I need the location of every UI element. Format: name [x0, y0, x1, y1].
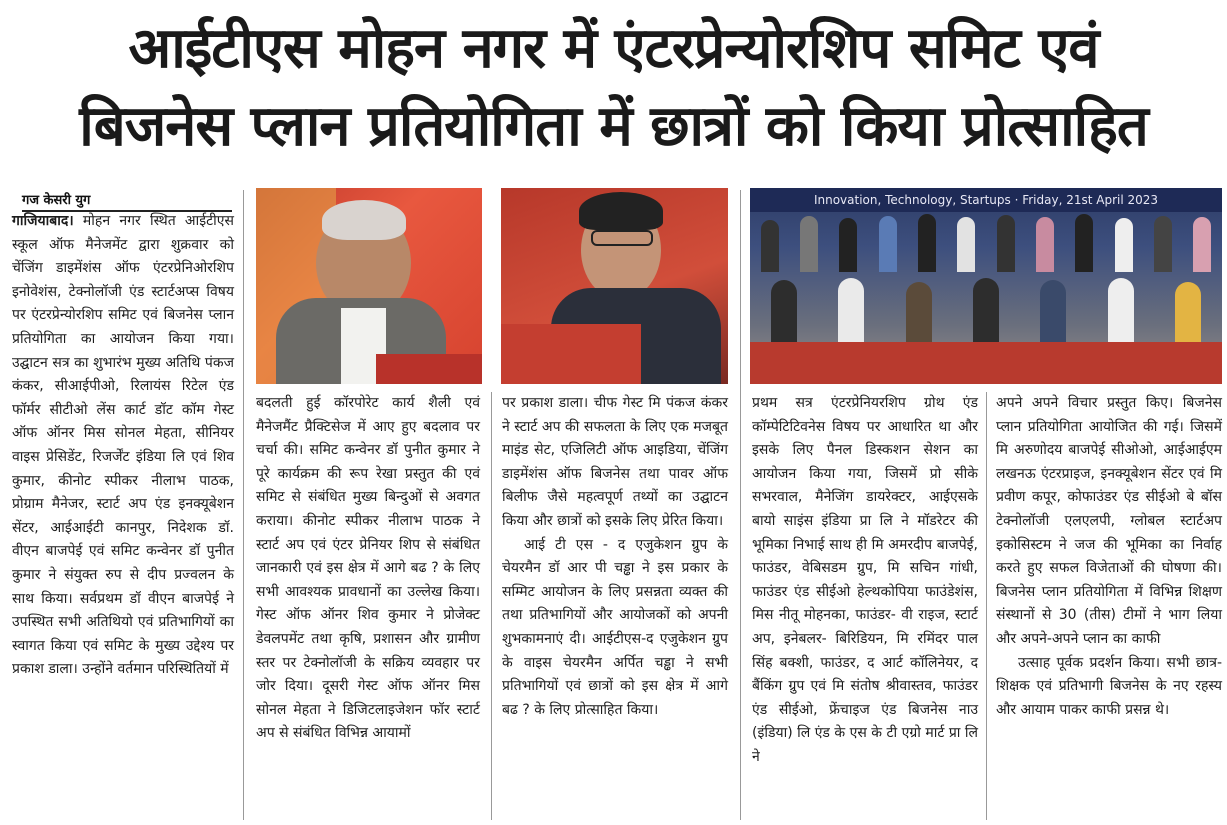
headline-line-2: बिजनेस प्लान प्रतियोगिता में छात्रों को किया प्रोत्साहित: [79, 94, 1148, 159]
column-divider: [491, 392, 492, 820]
column-3-paragraph-2: आई टी एस - द एजुकेशन ग्रुप के चेयरमैन डॉ आर पी चड्ढा ने इस प्रकार के सम्मिट आयोजन के लिए प्रसन्नता व्यक्त की तथा प्रतिभागियों और आयोजकों को अपनी शुभकामनाएं दी। आईटीएस-द एजुकेशन ग्रुप के वाइस चेयरमैन अर्पित चड्ढा ने सभी प्रतिभागियों एवं छात्रों को इस क्षेत्र में आगे बढ ? के लिए प्रोत्साहित किया।: [502, 536, 728, 718]
photo-group: [750, 188, 1222, 384]
headline-line-1: आईटीएस मोहन नगर में एंटरप्रेन्योरशिप समिट एवं: [128, 16, 1099, 81]
article-column-5: [996, 392, 1222, 822]
photo-banner-text: Innovation, Technology, Startups · Friday, 21st April 2023: [750, 188, 1222, 212]
column-divider: [986, 392, 987, 820]
column-4-text: प्रथम सत्र एंटरप्रेनियरशिप ग्रोथ एंड कॉम्पेटिटिवनेस विषय पर आधारित था और इसके लिए पैनल डिस्कशन सेशन का आयोजन किया गया, जिसमें प्रो सीके सभरवाल, मैनेजिंग डायरेक्टर, आईएसके बायो साइंस इंडिया प्रा लि ने मॉडरेटर की भूमिका निभाई साथ ही मि अमरदीप बाजपेई, फाउंडर, वेबिसडम ग्रुप, मि सचिन गांधी, फाउंडर एंड सीईओ हेल्थकोपिया फाउंडेशंस, मिस नीतू मोहनका, फाउंडर- वी राइज, स्टार्ट अप, इनेबलर- बिरिडियन, मि रमिंदर पाल सिंह बक्शी, फाउंडर, द आर्ट कॉलिनेयर, द बैंकिंग ग्रुप एवं मि संतोष श्रीवास्तव, फाउंडर एंड सीईओ, फ्रेंचाइज एंड बिजनेस नाउ (इंडिया) लि एंड के एस के टी एग्रो मार्ट प्रा लि ने: [752, 395, 978, 765]
column-2-text: बदलती हुई कॉरपोरेट कार्य शैली एवं मैनेजमैंट प्रैक्टिसेज में आए हुए बदलाव पर चर्चा की। समिट कन्वेनर डॉ पुनीत कुमार ने पूरे कार्यक्रम की रूप रेखा प्रस्तुत की एवं समिट से संबंधित मुख्य बिन्दुओं से अवगत कराया। कीनोट स्पीकर नीलाभ पाठक ने स्टार्ट अप एवं एंटर प्रेनियर शिप से संबंधित जानकारी एवं इस क्षेत्र में आगे बढ ? के लिए सभी आवश्यक प्रावधानों का उल्लेख किया। गेस्ट ऑफ ऑनर शिव कुमार ने प्रोजेक्ट डेवलपमेंट तथा कृषि, प्रशासन और ग्रामीण स्तर पर टेक्नोलॉजी के सक्रिय व्यवहार पर जोर दिया। दूसरी गेस्ट ऑफ ऑनर मिस सोनल मेहता ने डिजिटलाइजेशन फॉर स्टार्ट अप से संबंधित विभिन्न आयामों: [256, 395, 480, 742]
column-divider: [243, 190, 244, 820]
photo-speaker-2: [501, 188, 728, 384]
column-1-text: मोहन नगर स्थित आईटीएस स्कूल ऑफ मैनेजमेंट द्वारा शुक्रवार को चेंजिंग डाइमेंशंस ऑफ एंटरप्रेनिओरशिप इनोवेशंस, टेक्नोलॉजी एंड स्टार्टअप्स विषय पर एंटरप्रेन्योरशिप समिट एवं बिजनेस प्लान प्रतियोगिता का आयोजन किया गया। उद्घाटन सत्र का शुभारंभ मुख्य अतिथि पंकज कंकर, सीआईपीओ, रिलायंस रिटेल एंड फॉर्मर सीटीओ लेंस कार्ट डॉट कॉम गेस्ट ऑफ ऑनर मिस सोनल मेहता, सीनियर वाइस प्रेसिडेंट, रिजर्जेंट इंडिया लि एवं शिव कुमार, कीनोट स्पीकर नीलाभ पाठक, प्रोग्राम मैनेजर, स्टार्ट अप एंड इनक्यूबेशन सेंटर, आईआईटी कानपुर, निदेशक डॉ. वीएन बाजपेई एवं समिट कन्वेनर डॉ पुनीत कुमार ने संयुक्त रुप से दीप प्रज्वलन के साथ किया। सर्वप्रथम डॉ वीएन बाजपेई ने उपस्थित सभी अतिथियो एवं प्रतिभागियों का स्वागत किया एवं समिट के मुख्य उद्देश्य पर प्रकाश डाला। उन्होंने वर्तमान परिस्थितियों में: [12, 213, 234, 678]
article-column-3: [502, 392, 728, 822]
byline: गज केसरी युग: [22, 190, 232, 212]
article-column-2: [256, 392, 480, 822]
column-3-paragraph-1: पर प्रकाश डाला। चीफ गेस्ट मि पंकज कंकर ने स्टार्ट अप की सफलता के लिए एक मजबूत माइंड सेट, एजिलिटी ऑफ आइडिया, चेंजिंग डाइमेंशंस ऑफ बिजनेस तथा पावर ऑफ बिलीफ जैसे महत्वपूर्ण तथ्यों का उद्घाटन किया और छात्रों को इसके लिए प्रेरित किया।: [502, 395, 728, 529]
article-column-4: [752, 392, 978, 822]
column-divider: [740, 190, 741, 820]
dateline: गाजियाबाद।: [12, 213, 74, 229]
headline: [0, 0, 1227, 178]
photo-speaker-1: [256, 188, 482, 384]
column-5-paragraph-1: अपने अपने विचार प्रस्तुत किए। बिजनेस प्लान प्रतियोगिता आयोजित की गई। जिसमें मि अरुणोदय बाजपेई सीओओ, आईआईएम लखनऊ एंटरप्राइज, इनक्यूबेशन सेंटर एवं मि प्रवीण कपूर, कोफाउंडर एंड सीईओ बे बॉस टेक्नोलॉजी एलएलपी, ग्लोबल स्टार्टअप इकोसिस्टम ने जज की भूमिका का निर्वाह करते हुए सफल विजेताओं की घोषणा की। बिजनेस प्लान प्रतियोगिता में विभिन्न शिक्षण संस्थानों से 30 (तीस) टीमों ने भाग लिया और अपने-अपने प्लान का काफी: [996, 395, 1222, 647]
article-column-1: [12, 210, 234, 820]
column-5-paragraph-2: उत्साह पूर्वक प्रदर्शन किया। सभी छात्र-शिक्षक एवं प्रतिभागी बिजनेस के नए रहस्य और आयाम पाकर काफी प्रसन्न थे।: [996, 654, 1222, 718]
